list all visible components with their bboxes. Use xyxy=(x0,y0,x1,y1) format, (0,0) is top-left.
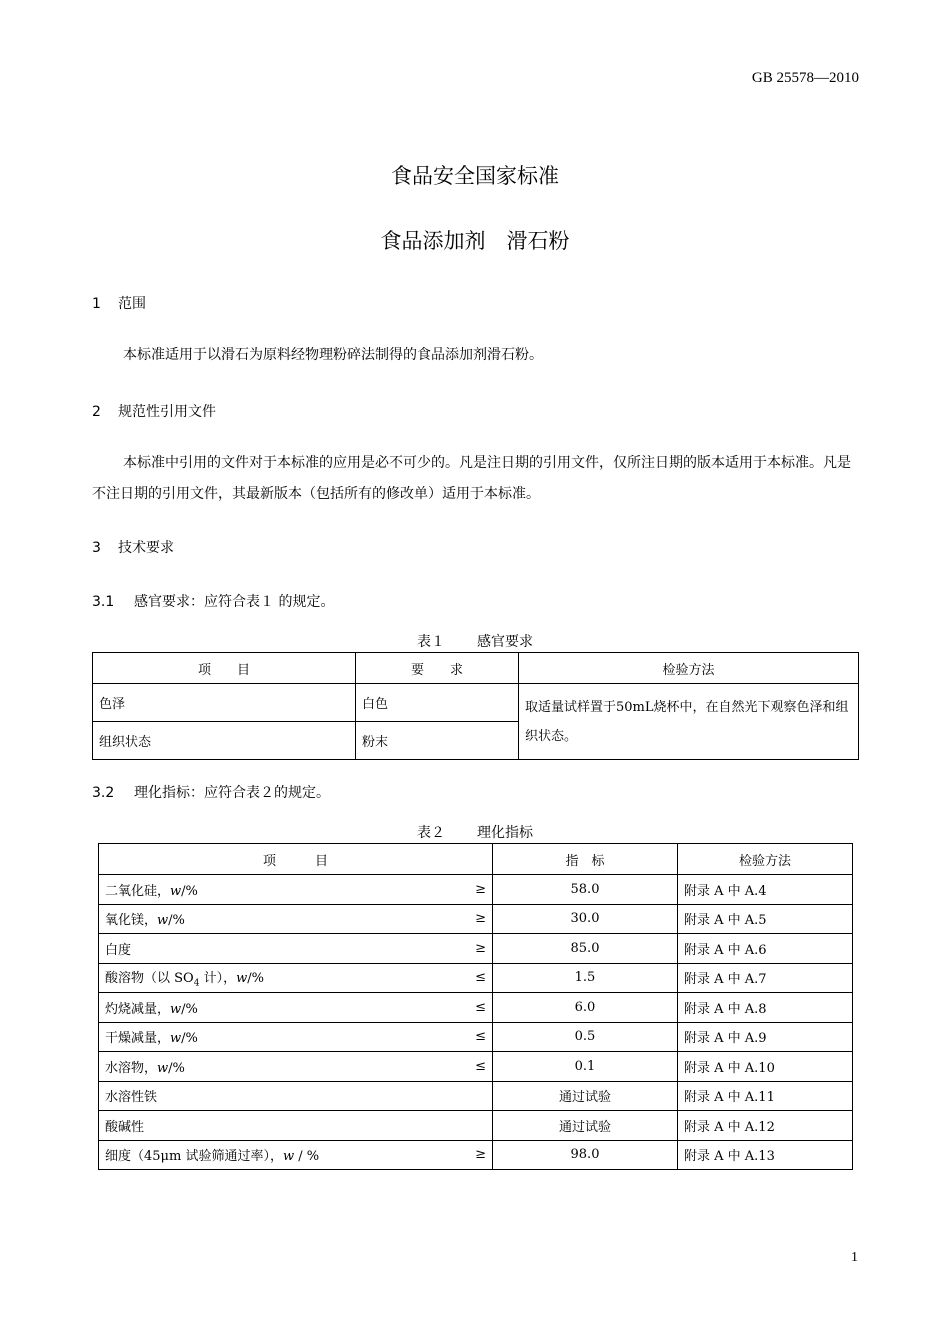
item-name: 水溶性铁 xyxy=(105,1090,158,1106)
item-unit-symbol: w xyxy=(157,1060,169,1076)
item-unit-suffix: /% xyxy=(247,970,264,986)
column-header: 指 标 xyxy=(493,844,678,875)
document-subtitle: 食品添加剂 滑石粉 xyxy=(380,229,570,253)
value-cell: 通过试验 xyxy=(493,1111,678,1141)
item-unit-suffix: /% xyxy=(168,1060,185,1076)
comparison-symbol: ≥ xyxy=(475,881,486,897)
value-cell: 30.0 xyxy=(493,904,678,934)
item-cell xyxy=(99,1111,493,1141)
section-number: 2 xyxy=(92,404,101,420)
caption-title: 感官要求 xyxy=(477,634,533,650)
value-cell: 0.1 xyxy=(493,1052,678,1082)
section-3-2-heading xyxy=(92,782,330,802)
item-unit-suffix: /% xyxy=(181,1031,198,1047)
section-3-1-heading xyxy=(92,591,334,611)
method-cell: 附录 A 中 A.8 xyxy=(678,993,853,1023)
section-3-heading xyxy=(92,537,174,557)
table-row xyxy=(99,875,853,905)
value-cell: 1.5 xyxy=(493,963,678,993)
comparison-symbol: ≥ xyxy=(475,940,486,956)
item-unit-suffix: /% xyxy=(181,883,198,899)
column-header: 检验方法 xyxy=(678,844,853,875)
item-name: 水溶物， xyxy=(105,1060,158,1076)
section-title: 理化指标：应符合表２的规定。 xyxy=(134,785,330,801)
requirement-cell: 粉末 xyxy=(356,722,519,760)
column-header: 项 目 xyxy=(99,844,493,875)
item-name: 酸碱性 xyxy=(105,1119,145,1135)
standard-number: GB 25578—2010 xyxy=(751,70,859,86)
table-row xyxy=(99,1081,853,1111)
value-cell: 0.5 xyxy=(493,1022,678,1052)
section-number: 3.2 xyxy=(92,785,115,801)
item-cell: 色泽 xyxy=(93,684,356,722)
section-1-text: 本标准适用于以滑石为原料经物理粉碎法制得的食品添加剂滑石粉。 xyxy=(123,347,543,363)
item-subscript: 4 xyxy=(193,978,200,989)
table-row xyxy=(99,1111,853,1141)
comparison-symbol: ≥ xyxy=(475,911,486,927)
table-row xyxy=(99,993,853,1023)
method-cell: 附录 A 中 A.9 xyxy=(678,1022,853,1052)
item-unit-suffix: / % xyxy=(294,1149,320,1165)
comparison-symbol: ≤ xyxy=(475,1029,486,1045)
method-cell: 附录 A 中 A.5 xyxy=(678,904,853,934)
item-name: 干燥减量， xyxy=(105,1031,171,1047)
item-unit-symbol: w xyxy=(170,883,182,899)
item-unit-symbol: w xyxy=(170,1031,182,1047)
document-title: 食品安全国家标准 xyxy=(391,164,559,188)
item-cell xyxy=(99,875,493,905)
table-row xyxy=(99,904,853,934)
item-name: 灼烧减量， xyxy=(105,1001,171,1017)
caption-title: 理化指标 xyxy=(477,825,533,841)
section-2-text: 本标准中引用的文件对于本标准的应用是必不可少的。凡是注日期的引用文件，仅所注日期的版本适用于本标准。凡是不注日期的引用文件，其最新版本（包括所有的修改单）适用于本标准。 xyxy=(92,455,851,502)
item-name-continued: 计）， xyxy=(199,970,237,986)
page-number: 1 xyxy=(851,1250,858,1265)
value-cell: 98.0 xyxy=(493,1140,678,1170)
method-cell: 附录 A 中 A.13 xyxy=(678,1140,853,1170)
item-name: 酸溶物（以 SO xyxy=(105,970,194,986)
section-title: 规范性引用文件 xyxy=(118,404,216,420)
item-name: 氧化镁， xyxy=(105,913,158,929)
item-cell xyxy=(99,934,493,964)
comparison-symbol: ≥ xyxy=(475,1147,486,1163)
item-cell xyxy=(99,963,493,993)
method-cell: 附录 A 中 A.11 xyxy=(678,1081,853,1111)
item-unit-symbol: w xyxy=(236,970,248,986)
requirement-cell: 白色 xyxy=(356,684,519,722)
value-cell: 85.0 xyxy=(493,934,678,964)
item-unit-suffix: /% xyxy=(168,913,185,929)
comparison-symbol: ≤ xyxy=(475,970,486,986)
item-unit-suffix: /% xyxy=(181,1001,198,1017)
method-cell: 附录 A 中 A.7 xyxy=(678,963,853,993)
table-row xyxy=(99,1052,853,1082)
method-cell: 附录 A 中 A.12 xyxy=(678,1111,853,1141)
section-title: 感官要求：应符合表１ 的规定。 xyxy=(134,594,335,610)
section-number: 1 xyxy=(92,296,101,312)
item-cell xyxy=(99,1140,493,1170)
item-unit-symbol: w xyxy=(170,1001,182,1017)
sensory-requirements-table xyxy=(92,652,859,760)
section-2-heading xyxy=(92,401,216,421)
table-row xyxy=(99,1022,853,1052)
item-name: 细度（45μm 试验筛通过率）， xyxy=(105,1149,283,1165)
section-number: 3 xyxy=(92,540,101,556)
section-1-heading xyxy=(92,293,146,313)
item-name: 白度 xyxy=(105,942,132,958)
item-cell xyxy=(99,1081,493,1111)
item-cell xyxy=(99,1052,493,1082)
caption-number: 表１ xyxy=(417,634,445,650)
item-unit-symbol: w xyxy=(157,913,169,929)
comparison-symbol: ≤ xyxy=(475,1058,486,1074)
item-name: 二氧化硅， xyxy=(105,883,171,899)
item-cell: 组织状态 xyxy=(93,722,356,760)
column-header: 要 求 xyxy=(356,653,519,684)
item-cell xyxy=(99,1022,493,1052)
method-cell: 附录 A 中 A.6 xyxy=(678,934,853,964)
method-cell: 附录 A 中 A.10 xyxy=(678,1052,853,1082)
table-row xyxy=(93,684,859,722)
table-header-row xyxy=(93,653,859,684)
table-header-row xyxy=(99,844,853,875)
method-cell: 取适量试样置于50mL烧杯中，在自然光下观察色泽和组织状态。 xyxy=(519,684,859,760)
section-title: 范围 xyxy=(118,296,146,312)
value-cell: 6.0 xyxy=(493,993,678,1023)
comparison-symbol: ≤ xyxy=(475,999,486,1015)
item-unit-symbol: w xyxy=(282,1149,295,1165)
section-number: 3.1 xyxy=(92,594,115,610)
item-cell xyxy=(99,904,493,934)
value-cell: 58.0 xyxy=(493,875,678,905)
caption-number: 表２ xyxy=(417,825,445,841)
item-cell xyxy=(99,993,493,1023)
table-row xyxy=(99,1140,853,1170)
column-header: 项 目 xyxy=(93,653,356,684)
table-1-caption xyxy=(0,631,950,651)
table-row xyxy=(99,934,853,964)
value-cell: 通过试验 xyxy=(493,1081,678,1111)
table-2-caption xyxy=(0,822,950,842)
physicochemical-index-table xyxy=(98,843,853,1170)
table-row xyxy=(99,963,853,993)
column-header: 检验方法 xyxy=(519,653,859,684)
section-title: 技术要求 xyxy=(118,540,174,556)
method-cell: 附录 A 中 A.4 xyxy=(678,875,853,905)
